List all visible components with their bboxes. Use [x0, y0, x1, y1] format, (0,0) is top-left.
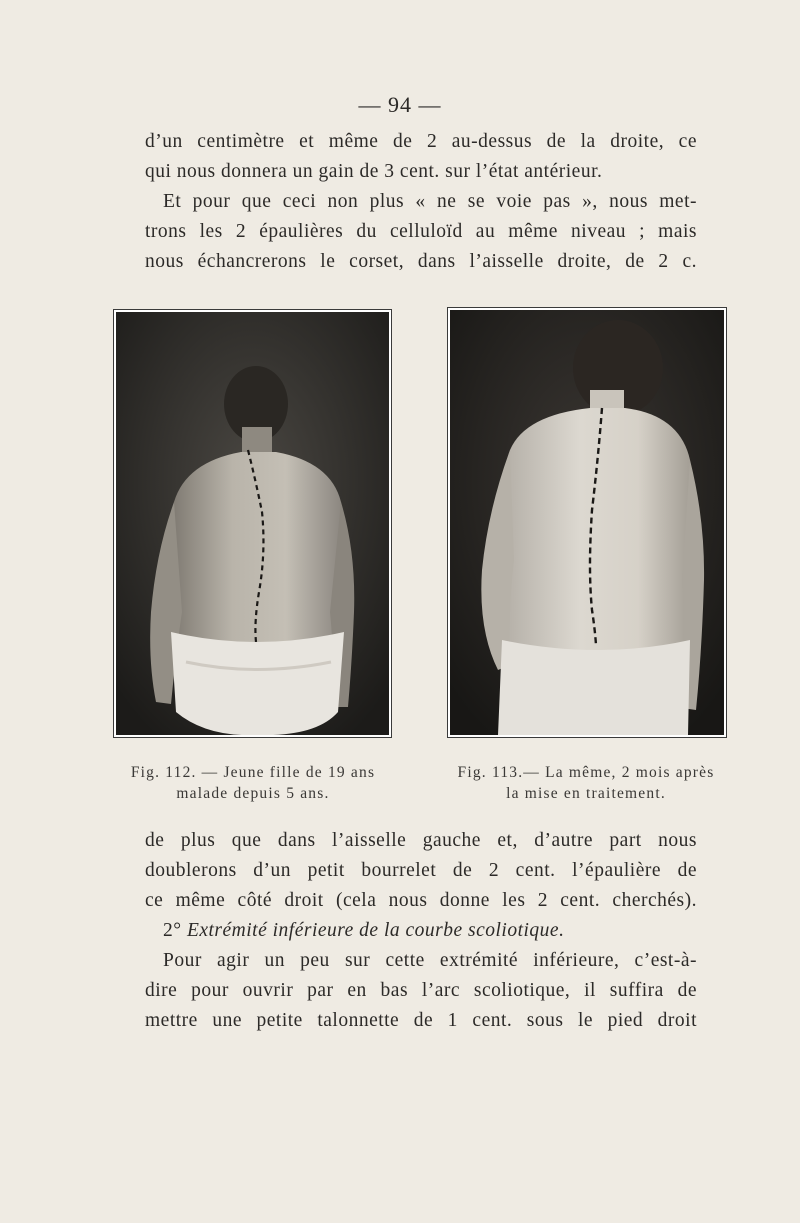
caption-line: malade depuis 5 ans. [176, 785, 330, 802]
section-heading [145, 916, 697, 946]
caption-line: la mise en traitement. [506, 785, 666, 802]
text-line: qui nous donnera un gain de 3 cent. sur l’état antérieur. [145, 161, 603, 182]
text-line: Et pour que ceci non plus « ne se voie pas », nous met- [163, 191, 697, 212]
bottom-paragraph [145, 826, 697, 1036]
caption-line: Fig. 112. — Jeune fille de 19 ans [130, 764, 376, 781]
figure-112-photo [113, 309, 392, 738]
back-photo-image [450, 310, 724, 735]
figure-113-photo [447, 307, 727, 738]
back-photo-image [116, 312, 389, 735]
caption-line: Fig. 113.— La même, 2 mois après [457, 764, 715, 781]
text-line: Pour agir un peu sur cette extrémité inférieure, c’est-à- [163, 950, 697, 971]
text-line: trons les 2 épaulières du celluloïd au même niveau ; mais [145, 221, 697, 242]
top-paragraph [145, 127, 697, 277]
text-line: nous échancrerons le corset, dans l’aisselle droite, de 2 c. [145, 251, 697, 272]
text-line: mettre une petite talonnette de 1 cent. sous le pied droit [145, 1010, 697, 1031]
text-line: ce même côté droit (cela nous donne les 2 cent. cherchés). [145, 890, 697, 911]
text-line: doublerons d’un petit bourrelet de 2 cent. l’épaulière de [145, 860, 697, 881]
page-number: — 94 — [358, 92, 442, 117]
figure-113-caption [440, 762, 732, 804]
figure-112-caption [108, 762, 398, 804]
text-line: dire pour ouvrir par en bas l’arc scoliotique, il suffira de [145, 980, 697, 1001]
text-line: de plus que dans l’aisselle gauche et, d’autre part nous [145, 830, 697, 851]
section-title: Extrémité inférieure de la courbe scoliotique. [186, 920, 565, 941]
section-number: 2° [163, 920, 182, 941]
text-line: d’un centimètre et même de 2 au-dessus de la droite, ce [145, 131, 697, 152]
